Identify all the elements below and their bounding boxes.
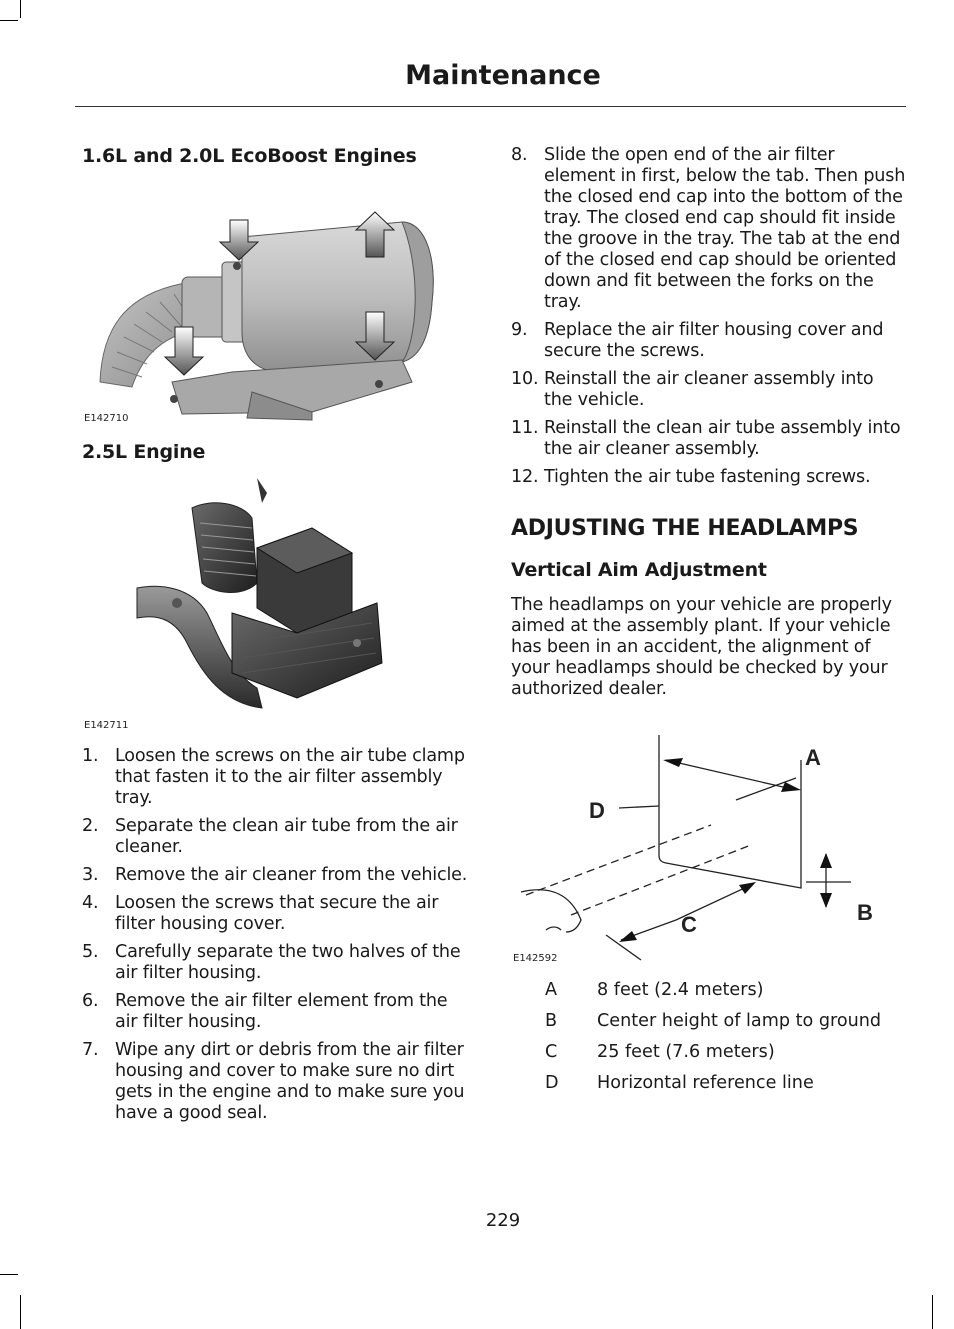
legend-row <box>511 1073 906 1104</box>
step-number: 9. <box>511 320 528 340</box>
headlamp-paragraph: The headlamps on your vehicle are properly aimed at the assembly plant. If your vehicle has been in an accident, the alignment of your headlamps should be checked by your authorized dealer. <box>511 595 892 699</box>
headlamp-aim-diagram <box>511 720 906 970</box>
list-item <box>511 467 906 488</box>
step-number: 1. <box>82 746 99 766</box>
legend-value: Horizontal reference line <box>597 1073 814 1093</box>
list-item <box>82 942 474 984</box>
legend-value: 8 feet (2.4 meters) <box>597 980 764 1000</box>
label-a: A <box>805 745 821 770</box>
list-item <box>82 893 474 935</box>
step-text: Carefully separate the two halves of the air filter housing. <box>115 942 461 983</box>
step-text: Separate the clean air tube from the air cleaner. <box>115 816 458 857</box>
step-text: Wipe any dirt or debris from the air filter housing and cover to make sure no dirt gets in the engine and to make sure you have a good seal. <box>115 1040 465 1123</box>
legend-key: B <box>545 1011 558 1031</box>
air-cleaner-illustration <box>82 182 474 422</box>
air-cleaner-25l-illustration <box>82 473 474 723</box>
figure-code: E142710 <box>84 413 129 424</box>
step-number: 11. <box>511 418 539 438</box>
step-number: 8. <box>511 145 528 165</box>
step-text: Replace the air filter housing cover and secure the screws. <box>544 320 884 361</box>
step-text: Tighten the air tube fastening screws. <box>544 467 871 487</box>
legend-value: 25 feet (7.6 meters) <box>597 1042 775 1062</box>
crop-mark <box>20 1295 21 1329</box>
list-item <box>82 991 474 1033</box>
right-column <box>511 145 906 1104</box>
left-column <box>82 145 474 1131</box>
list-item <box>511 418 906 460</box>
step-text: Remove the air filter element from the air filter housing. <box>115 991 448 1032</box>
step-text: Loosen the screws that secure the air filter housing cover. <box>115 893 439 934</box>
figure-headlamp-aim-diagram <box>511 700 906 980</box>
subheading-vertical-aim: Vertical Aim Adjustment <box>511 559 767 581</box>
steps-list-left <box>82 746 474 1124</box>
figure-25l-air-cleaner <box>82 463 474 746</box>
figure-ecoboost-air-cleaner <box>82 167 474 429</box>
label-c: C <box>681 912 697 937</box>
step-text: Slide the open end of the air filter element in first, below the tab. Then push the closed end cap into the bottom of the tray. The closed end cap should fit inside the groove in the tray. The tab at the end of the closed end cap should be oriented down and fit between the forks on the tray. <box>544 145 906 312</box>
crop-mark <box>0 1274 18 1275</box>
step-number: 7. <box>82 1040 99 1060</box>
step-number: 4. <box>82 893 99 913</box>
figure-code: E142592 <box>513 953 558 964</box>
crop-mark <box>0 20 18 21</box>
list-item <box>82 746 474 809</box>
step-text: Reinstall the air cleaner assembly into the vehicle. <box>544 369 874 410</box>
step-number: 12. <box>511 467 539 487</box>
legend-key: A <box>545 980 558 1000</box>
list-item <box>511 145 906 313</box>
page-number: 229 <box>485 1210 521 1231</box>
legend-row <box>511 1011 906 1042</box>
step-number: 10. <box>511 369 539 389</box>
step-number: 2. <box>82 816 99 836</box>
step-text: Reinstall the clean air tube assembly into the air cleaner assembly. <box>544 418 901 459</box>
figure-code: E142711 <box>84 720 129 731</box>
label-b: B <box>857 900 873 925</box>
list-item <box>82 865 474 886</box>
step-text: Loosen the screws on the air tube clamp that fasten it to the air filter assembly tray. <box>115 746 465 808</box>
legend-value: Center height of lamp to ground <box>597 1011 882 1031</box>
step-number: 6. <box>82 991 99 1011</box>
list-item <box>511 320 906 362</box>
crop-mark <box>20 0 21 18</box>
section-heading-25l: 2.5L Engine <box>82 441 206 463</box>
crop-mark <box>932 1295 933 1329</box>
legend-key: D <box>545 1073 559 1093</box>
list-item <box>82 1040 474 1124</box>
step-number: 5. <box>82 942 99 962</box>
page-title: Maintenance <box>405 60 601 91</box>
legend-row <box>511 1042 906 1073</box>
step-text: Remove the air cleaner from the vehicle. <box>115 865 468 885</box>
label-d: D <box>589 798 605 823</box>
legend-key: C <box>545 1042 558 1062</box>
steps-list-right <box>511 145 906 488</box>
list-item <box>82 816 474 858</box>
step-number: 3. <box>82 865 99 885</box>
legend-row <box>511 980 906 1011</box>
diagram-legend <box>511 980 906 1104</box>
section-heading-headlamps: ADJUSTING THE HEADLAMPS <box>511 516 859 541</box>
list-item <box>511 369 906 411</box>
header-rule <box>75 106 906 107</box>
section-heading-ecoboost: 1.6L and 2.0L EcoBoost Engines <box>82 145 417 167</box>
